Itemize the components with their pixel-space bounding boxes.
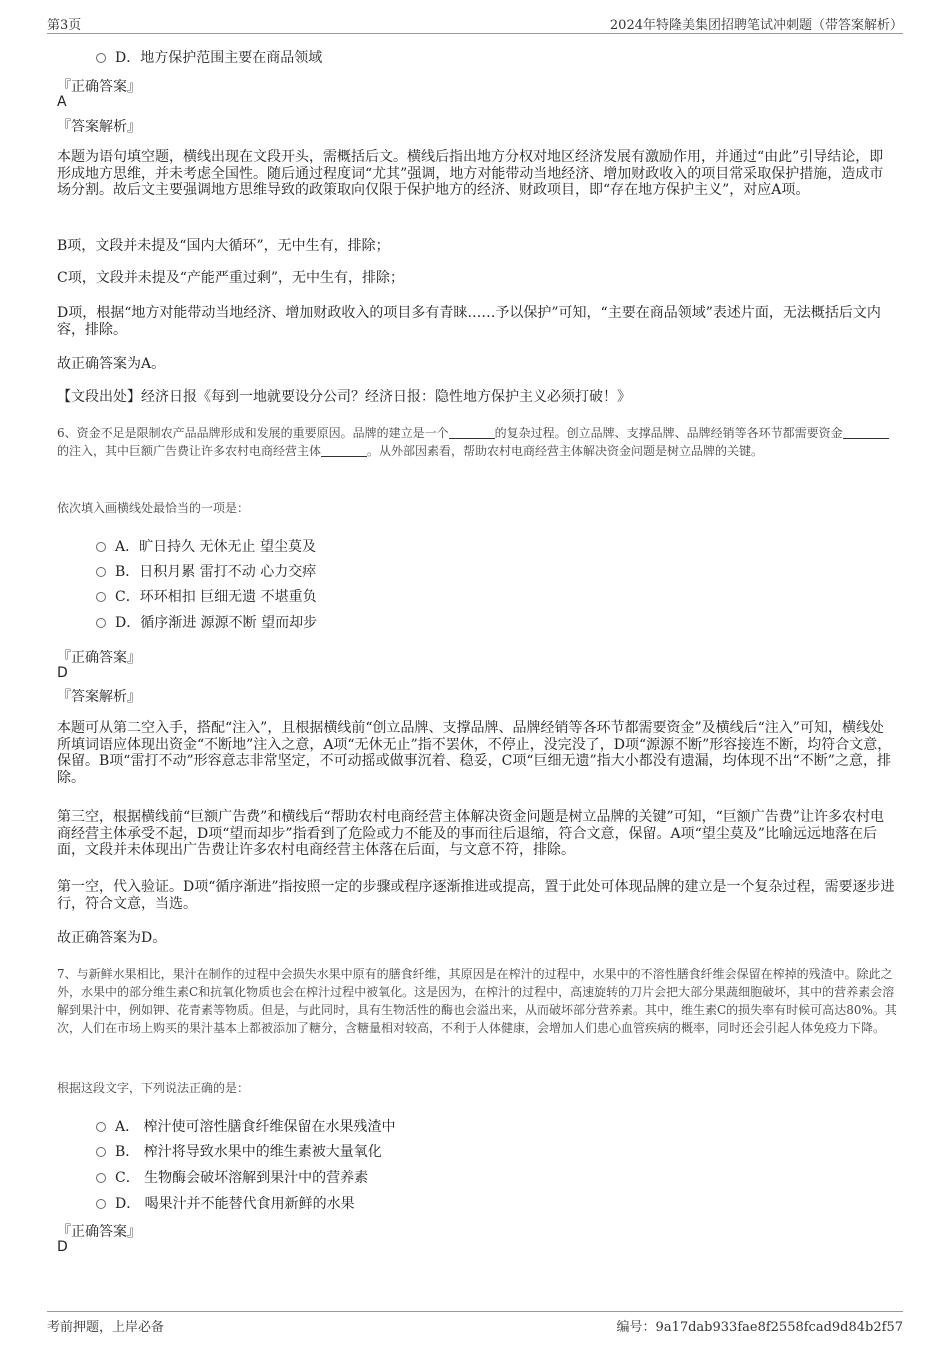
- q5-answer: A: [57, 94, 67, 110]
- document-title: 2024年特隆美集团招聘笔试冲刺题（带答案解析）: [609, 18, 903, 33]
- radio-icon[interactable]: [96, 542, 106, 552]
- page-footer: [47, 1311, 903, 1335]
- q5-analysis-p4: D项，根据“地方对能带动当地经济、增加财政收入的项目多有青睐……予以保护”可知，“主要在商品领域”表述片面，无法概括后文内容，排除。: [57, 305, 881, 338]
- q6-analysis-p2: 第三空，根据横线前“巨额广告费”和横线后“帮助农村电商经营主体解决资金问题是树立品牌的关键”可知，“巨额广告费”让许多农村电商经营主体承受不起，D项“望而却步”指看到了危险或力不能及的事而往后退缩，符合文意，保留。A项“望尘莫及”比喻远远地落在后面，文段并未体现出广告费让许多农村电商经营主体落在后面，与文意不符，排除。: [57, 809, 884, 858]
- page-number: 第3页: [47, 18, 82, 33]
- q6-option-d[interactable]: D．循序渐进 源源不断 望而却步: [96, 612, 317, 632]
- q7-answer: D: [57, 1239, 68, 1255]
- q7-prompt: 根据这段文字，下列说法正确的是：: [57, 1081, 250, 1095]
- q6-analysis-p1: 本题可从第二空入手，搭配“注入”，且根据横线前“创立品牌、支撑品牌、品牌经销等各环节都需要资金”及横线后“注入”可知，横线处所填词语应体现出资金“不断地”注入之意，A项“无休无止”指不罢休，不停止，没完没了，D项“源源不断”形容接连不断，均符合文意，保留。B项“雷打不动”形容意志非常坚定，不可动摇或做事沉着、稳妥，C项“巨细无遗”指大小都没有遗漏，均体现不出“不断”之意，排除。: [57, 720, 892, 786]
- q5-source: 【文段出处】经济日报《每到一地就要设分公司？经济日报：隐性地方保护主义必须打破！》: [57, 389, 631, 405]
- q6-stem: 6、资金不足是限制农产品品牌形成和发展的重要原因。品牌的建立是一个 的复杂过程。创立品牌、支撑品牌、品牌经销等各环节都需要资金的注入，其中巨额广告费让许多农村电商经营主体 。从外部因素看，帮助农村电商经营主体解决资金问题是树立品牌的关键。: [57, 424, 897, 460]
- q7-answer-label: 『正确答案』: [57, 1224, 141, 1240]
- blank-3: [321, 445, 367, 457]
- radio-icon[interactable]: [96, 53, 106, 63]
- q6-conclusion: 故正确答案为D。: [57, 930, 167, 946]
- radio-icon[interactable]: [96, 1173, 106, 1183]
- q5-analysis-p2: B项，文段并未提及“国内大循环”，无中生有，排除；: [57, 238, 390, 254]
- q5-analysis-p1: 本题为语句填空题，横线出现在文段开头，需概括后文。横线后指出地方分权对地区经济发展有激励作用，并通过“由此”引导结论，即形成地方思维，并未考虑全国性。随后通过程度词“尤其”强调，地方对能带动当地经济、增加财政收入的项目常采取保护措施，造成市场分割。故后文主要强调地方思维导致的政策取向仅限于保护地方的经济、财政项目，即“存在地方保护主义”，对应A项。: [57, 149, 884, 198]
- q6-option-c[interactable]: C．环环相扣 巨细无遗 不堪重负: [96, 586, 317, 606]
- radio-icon[interactable]: [96, 618, 106, 628]
- q7-stem: 7、与新鲜水果相比，果汁在制作的过程中会损失水果中原有的膳食纤维，其原因是在榨汁的过程中，水果中的不溶性膳食纤维会保留在榨掉的残渣中。除此之外，水果中的部分维生素C和抗氧化物质也会在榨汁过程中被氧化。这是因为，在榨汁的过程中，高速旋转的刀片会把大部分果蔬细胞破坏，其中的营养素会溶解到果汁中，例如钾、花青素等物质。但是，与此同时，具有生物活性的酶也会溢出来，从而破坏部分营养素。其中，维生素C的损失率有时候可高达80%。其次，人们在市场上购买的果汁基本上都被添加了糖分，含糖量相对较高，不利于人体健康，会增加人们患心血管疾病的概率，同时还会引起人体免疫力下降。: [57, 967, 897, 1035]
- radio-icon[interactable]: [96, 1147, 106, 1157]
- footer-slogan: 考前押题，上岸必备: [47, 1320, 165, 1335]
- page-header: [47, 14, 903, 34]
- q5-option-d[interactable]: D．地方保护范围主要在商品领域: [96, 47, 322, 67]
- q6-prompt: 依次填入画横线处最恰当的一项是：: [57, 501, 250, 515]
- q5-analysis-p3: C项，文段并未提及“产能严重过剩”，无中生有，排除；: [57, 270, 405, 286]
- q5-answer-label: 『正确答案』: [57, 79, 141, 95]
- radio-icon[interactable]: [96, 1199, 106, 1209]
- blank-2: [843, 427, 889, 439]
- q5-conclusion: 故正确答案为A。: [57, 356, 166, 372]
- q6-analysis-label: 『答案解析』: [57, 689, 141, 705]
- q7-option-c[interactable]: C． 生物酶会破坏溶解到果汁中的营养素: [96, 1167, 368, 1187]
- q7-option-b[interactable]: B． 榨汁将导致水果中的维生素被大量氧化: [96, 1141, 382, 1161]
- blank-1: [449, 427, 495, 439]
- q7-option-d[interactable]: D． 喝果汁并不能替代食用新鲜的水果: [96, 1193, 355, 1213]
- q6-option-a[interactable]: A．旷日持久 无休无止 望尘莫及: [96, 536, 316, 556]
- q6-analysis-p3: 第一空，代入验证。D项“循序渐进”指按照一定的步骤或程序逐渐推进或提高，置于此处可体现品牌的建立是一个复杂过程，需要逐步进行，符合文意，当选。: [57, 879, 895, 912]
- radio-icon[interactable]: [96, 592, 106, 602]
- q7-option-a[interactable]: A． 榨汁使可溶性膳食纤维保留在水果残渣中: [96, 1116, 396, 1136]
- q6-answer: D: [57, 665, 68, 681]
- q5-analysis-label: 『答案解析』: [57, 119, 141, 135]
- q6-answer-label: 『正确答案』: [57, 650, 141, 666]
- radio-icon[interactable]: [96, 1122, 106, 1132]
- q6-option-b[interactable]: B．日积月累 雷打不动 心力交瘁: [96, 561, 316, 581]
- radio-icon[interactable]: [96, 567, 106, 577]
- document-code: 编号：9a17dab933fae8f2558fcad9d84b2f57: [616, 1320, 903, 1335]
